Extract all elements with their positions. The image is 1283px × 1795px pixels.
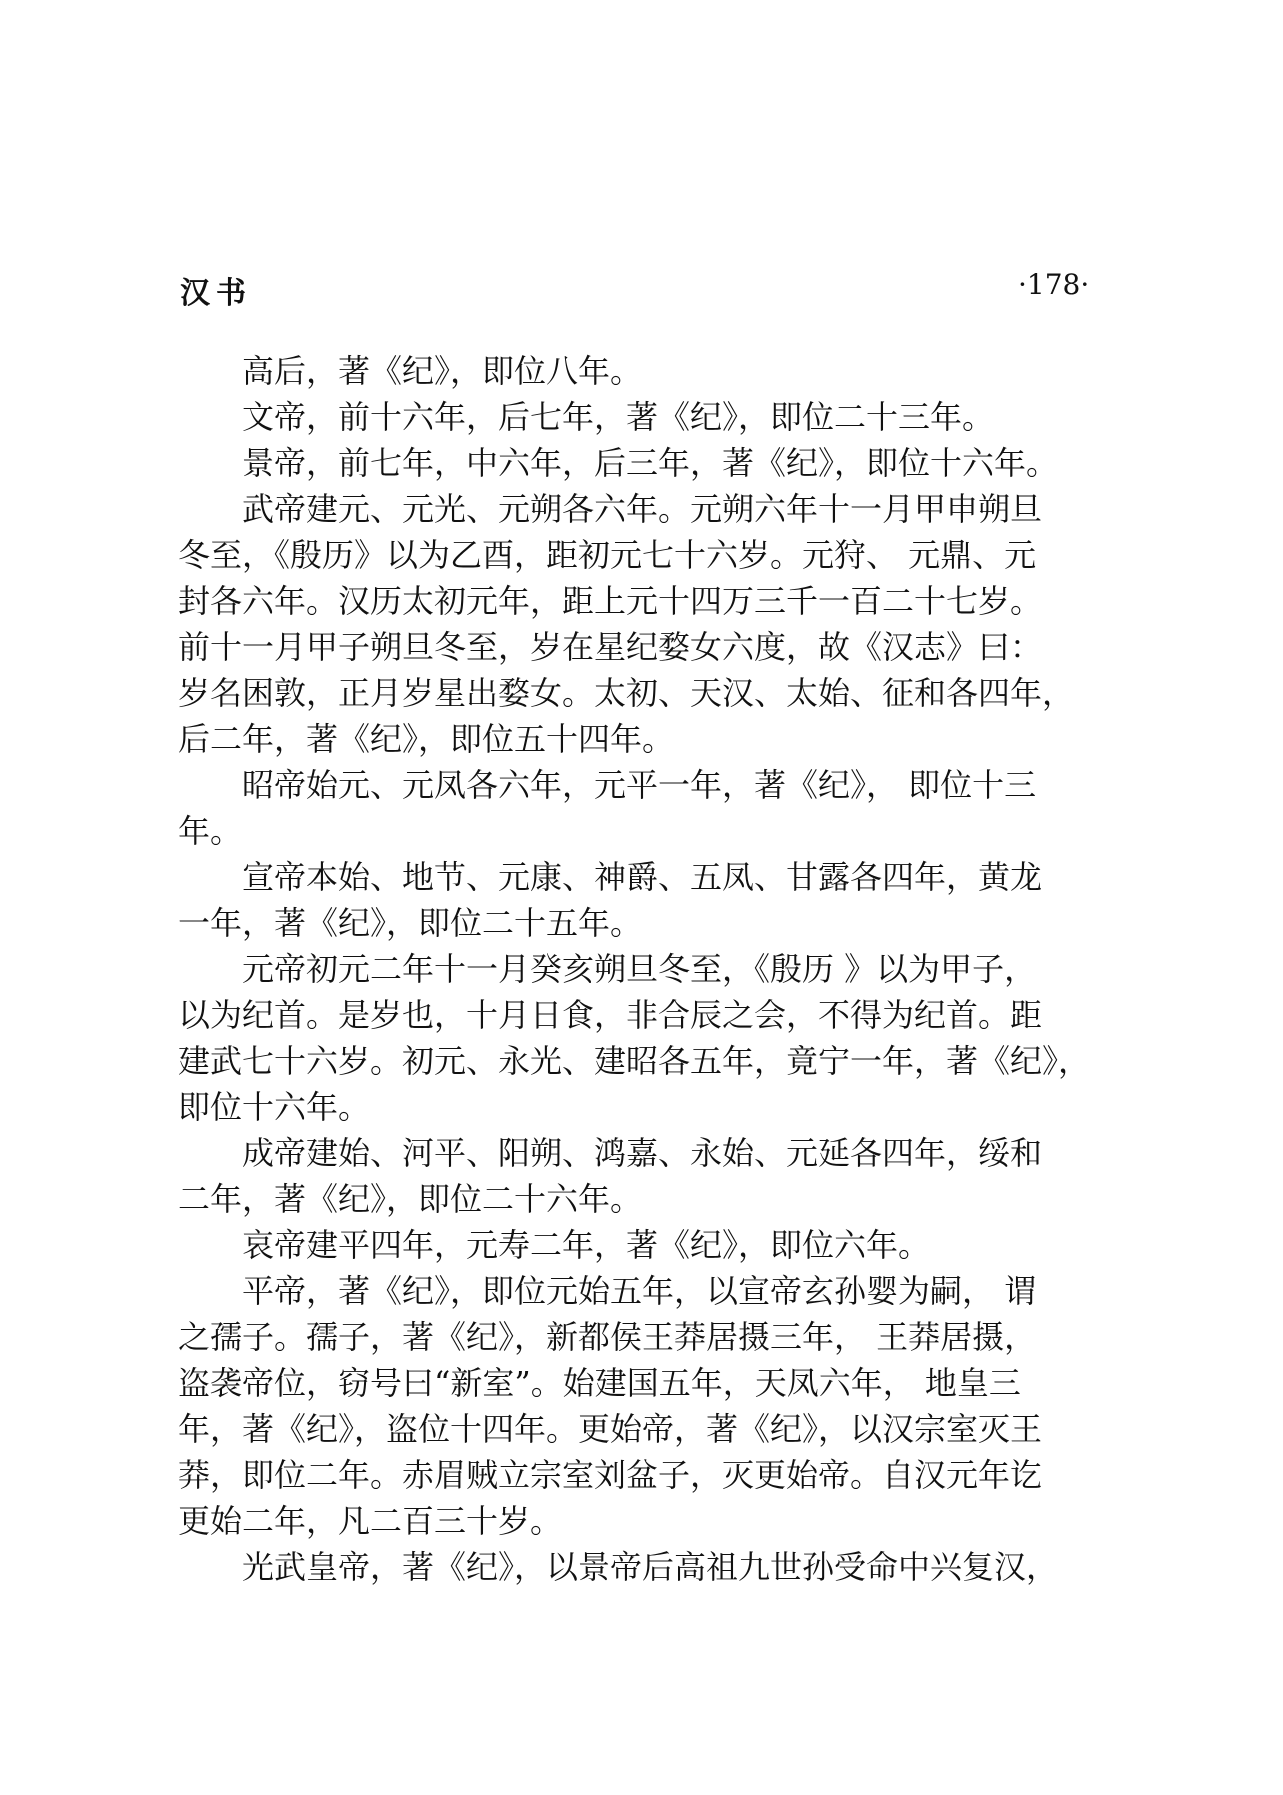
text-line: 一年，著《纪》，即位二十五年。 xyxy=(178,904,643,942)
text-line: 年。 xyxy=(178,812,243,850)
text-line: 昭帝始元、元凤各六年，元平一年，著《纪》， 即位十三 xyxy=(242,766,1037,804)
body-text xyxy=(178,348,1108,1590)
text-line: 之孺子。孺子，著《纪》，新都侯王莽居摄三年， 王莽居摄， xyxy=(178,1318,1037,1356)
text-line: 更始二年，凡二百三十岁。 xyxy=(178,1502,563,1540)
text-line: 高后，著《纪》，即位八年。 xyxy=(242,352,643,390)
text-line: 建武七十六岁。初元、永光、建昭各五年，竟宁一年，著《纪》， xyxy=(178,1042,1091,1080)
text-line: 前十一月甲子朔旦冬至，岁在星纪婺女六度，故《汉志》曰： xyxy=(178,628,1043,666)
running-header-title: 汉书 xyxy=(180,276,252,311)
text-line: 封各六年。汉历太初元年，距上元十四万三千一百二十七岁。 xyxy=(178,582,1043,620)
text-line: 二年，著《纪》，即位二十六年。 xyxy=(178,1180,643,1218)
text-line: 元帝初元二年十一月癸亥朔旦冬至，《殷历 》以为甲子， xyxy=(242,950,1037,988)
page-number: ·178· xyxy=(1018,268,1090,301)
text-line: 武帝建元、元光、元朔各六年。元朔六年十一月甲申朔旦 xyxy=(242,490,1043,528)
text-line: 光武皇帝，著《纪》，以景帝后高祖九世孙受命中兴复汉， xyxy=(242,1548,1059,1586)
text-line: 哀帝建平四年，元寿二年，著《纪》，即位六年。 xyxy=(242,1226,931,1264)
text-line: 宣帝本始、地节、元康、神爵、五凤、甘露各四年，黄龙 xyxy=(242,858,1043,896)
text-line: 成帝建始、河平、阳朔、鸿嘉、永始、元延各四年，绥和 xyxy=(242,1134,1043,1172)
text-line: 年，著《纪》，盗位十四年。更始帝，著《纪》，以汉宗室灭王 xyxy=(178,1410,1043,1448)
text-line: 平帝，著《纪》，即位元始五年，以宣帝玄孙婴为嗣， 谓 xyxy=(242,1272,1037,1310)
text-line: 文帝，前十六年，后七年，著《纪》，即位二十三年。 xyxy=(242,398,995,436)
text-line: 莽，即位二年。赤眉贼立宗室刘盆子，灭更始帝。自汉元年讫 xyxy=(178,1456,1043,1494)
text-line: 以为纪首。是岁也，十月日食，非合辰之会，不得为纪首。距 xyxy=(178,996,1043,1034)
text-line: 岁名困敦，正月岁星出婺女。太初、天汉、太始、征和各四年， xyxy=(178,674,1075,712)
text-line: 即位十六年。 xyxy=(178,1088,371,1126)
text-line: 冬至，《殷历》以为乙酉，距初元七十六岁。元狩、 元鼎、元 xyxy=(178,536,1037,574)
text-line: 景帝，前七年，中六年，后三年，著《纪》，即位十六年。 xyxy=(242,444,1059,482)
text-line: 盗袭帝位，窃号曰“新室”。始建国五年，天凤六年， 地皇三 xyxy=(178,1364,1021,1402)
text-line: 后二年，著《纪》，即位五十四年。 xyxy=(178,720,675,758)
